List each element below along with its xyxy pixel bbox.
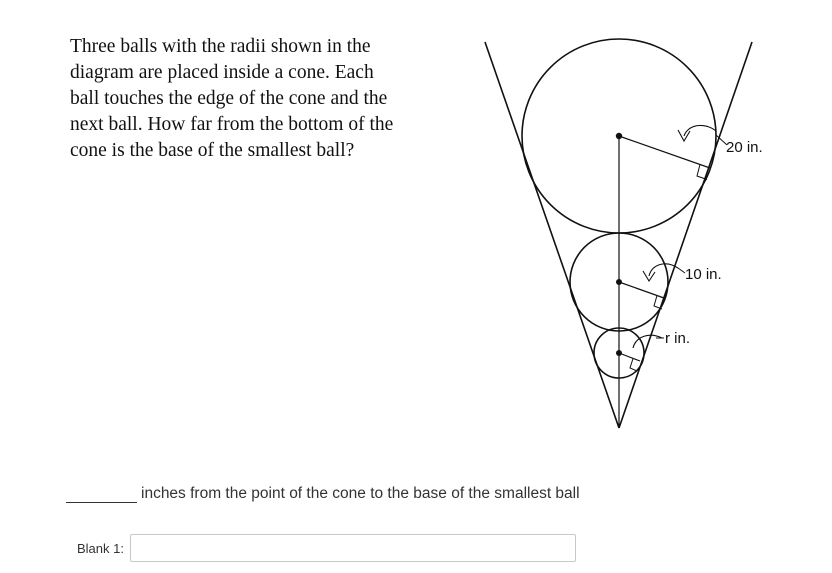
question-text <box>70 34 450 164</box>
small-ball-right-angle <box>630 359 637 372</box>
label-r-in: r in. <box>665 330 691 347</box>
question-line: ball touches the edge of the cone and the <box>70 88 388 109</box>
large-ball-radius <box>619 136 710 168</box>
blank-1-input[interactable] <box>130 534 576 562</box>
answer-blank-underline <box>66 502 137 503</box>
cone-diagram <box>470 30 800 440</box>
medium-label-leader <box>678 268 685 273</box>
cone-right-edge <box>619 42 752 428</box>
blank-1-label: Blank 1: <box>77 541 124 556</box>
question-line: next ball. How far from the bottom of the <box>70 114 394 135</box>
label-10-in: 10 in. <box>685 266 722 283</box>
question-line: Three balls with the radii shown in the <box>70 36 371 57</box>
large-ball-pointer <box>684 125 716 136</box>
answer-suffix-text: inches from the point of the cone to the base of the smallest ball <box>141 485 580 502</box>
question-line: cone is the base of the smallest ball? <box>70 140 355 161</box>
question-line: diagram are placed inside a cone. Each <box>70 62 374 83</box>
label-20-in: 20 in. <box>726 139 763 156</box>
cone-left-edge <box>485 42 619 428</box>
small-ball-radius <box>619 353 640 361</box>
